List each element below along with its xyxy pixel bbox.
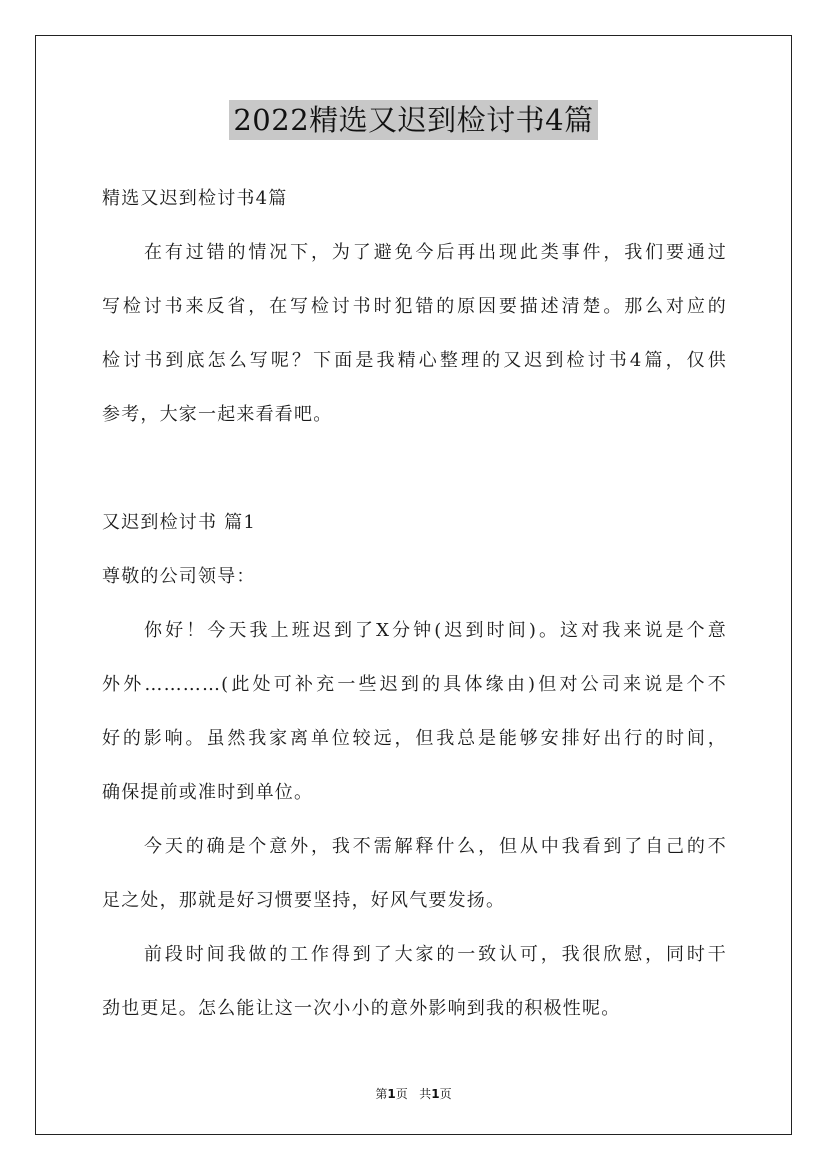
- intro-line: 检讨书到底怎么写呢？下面是我精心整理的又迟到检讨书4篇，仅供: [102, 350, 727, 371]
- paragraph-gap: [102, 442, 727, 496]
- paragraph-line: 劲也更足。怎么能让这一次小小的意外影响到我的积极性呢。: [102, 998, 621, 1019]
- intro-line: 在有过错的情况下，为了避免今后再出现此类事件，我们要通过: [144, 242, 727, 263]
- paragraph-line: 好的影响。虽然我家离单位较远，但我总是能够安排好出行的时间，: [102, 728, 727, 749]
- section-heading: 又迟到检讨书 篇1: [102, 512, 256, 533]
- page-number: 1: [387, 1087, 396, 1101]
- paragraph-line: 外外…………(此处可补充一些迟到的具体缘由)但对公司来说是个不: [102, 674, 727, 695]
- page-footer: [0, 1085, 827, 1102]
- total-suffix: 页: [439, 1087, 452, 1101]
- total-pages: 1: [431, 1087, 440, 1101]
- paragraph-line: 前段时间我做的工作得到了大家的一致认可，我很欣慰，同时干: [144, 944, 727, 965]
- total-prefix: 共: [419, 1087, 432, 1101]
- page-suffix: 页: [395, 1087, 408, 1101]
- intro-line: 写检讨书来反省，在写检讨书时犯错的原因要描述清楚。那么对应的: [102, 296, 727, 317]
- paragraph-line: 今天的确是个意外，我不需解释什么，但从中我看到了自己的不: [144, 836, 727, 857]
- document-body: [102, 172, 727, 1036]
- paragraph-line: 足之处，那就是好习惯要坚持，好风气要发扬。: [102, 890, 506, 911]
- salutation: 尊敬的公司领导：: [102, 566, 256, 587]
- paragraph-line: 你好！今天我上班迟到了X分钟(迟到时间)。这对我来说是个意: [144, 620, 727, 641]
- intro-line: 参考，大家一起来看看吧。: [102, 404, 333, 425]
- title-container: [0, 100, 827, 140]
- document-subtitle: 精选又迟到检讨书4篇: [102, 188, 288, 209]
- paragraph-line: 确保提前或准时到单位。: [102, 782, 314, 803]
- document-title: 2022精选又迟到检讨书4篇: [229, 100, 597, 140]
- page-prefix: 第: [375, 1087, 388, 1101]
